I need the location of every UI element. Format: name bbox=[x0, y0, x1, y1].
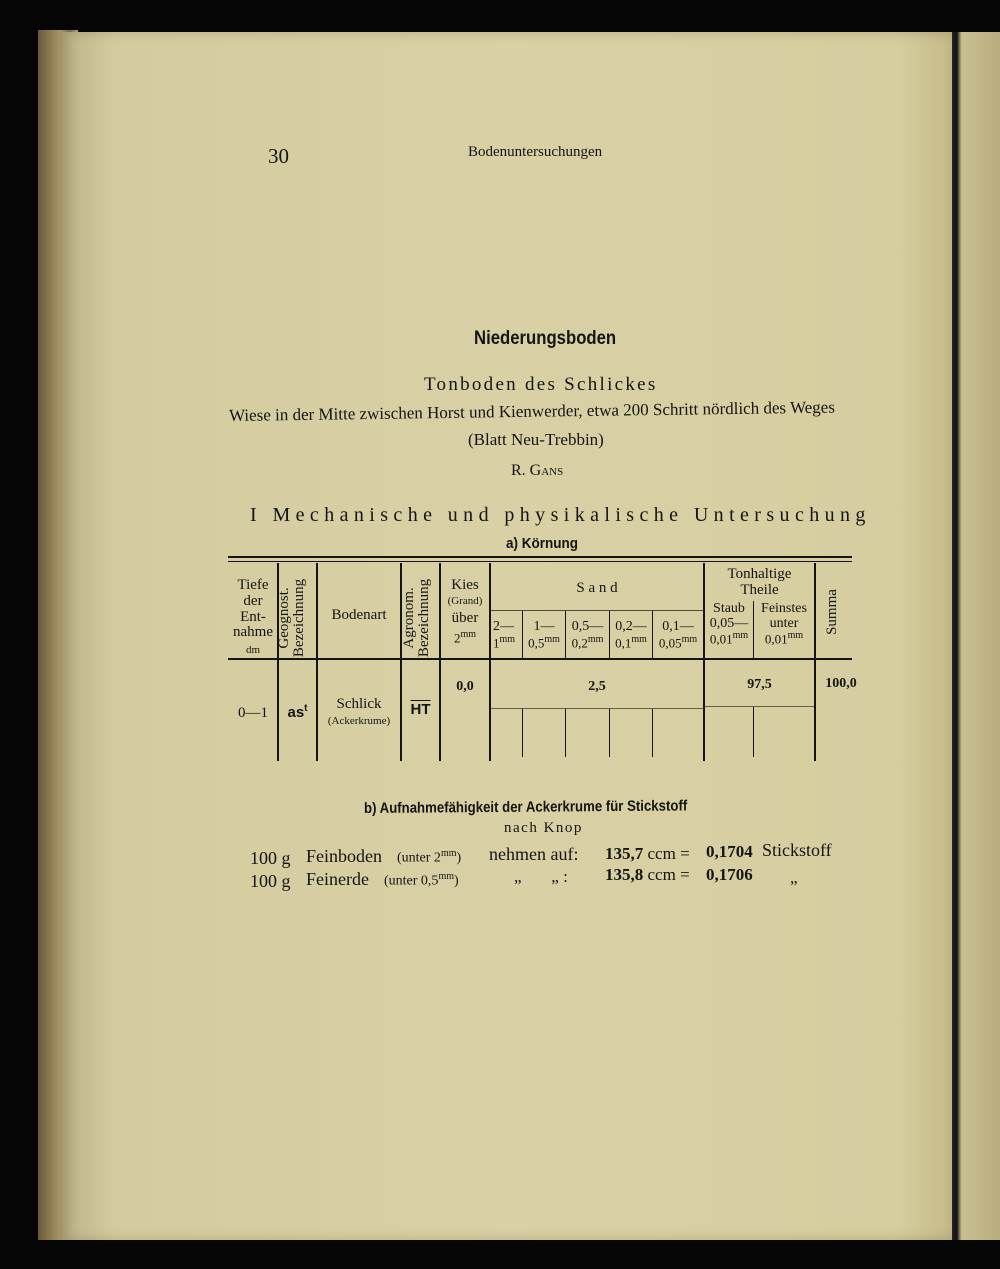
header-summa: Summa bbox=[824, 589, 840, 635]
header-tonhaltige: Tonhaltige Theile bbox=[727, 566, 792, 598]
section-title: Niederungsboden bbox=[474, 328, 617, 349]
sand-col-3: 0,5— $0,2^{mm}$ bbox=[571, 619, 604, 651]
table-rule-header bbox=[228, 658, 852, 660]
line1-value: 0,1704 bbox=[706, 842, 753, 861]
line2-substance: „ bbox=[790, 868, 798, 887]
section-b-title: b) Aufnahmefähigkeit der Ackerkrume für Stickstoff bbox=[363, 797, 688, 817]
row-agronom: $\overline{HT}$ bbox=[410, 701, 431, 718]
col-sep-7 bbox=[814, 563, 816, 761]
table-rule-top-2 bbox=[228, 561, 852, 562]
header-feinstes: Feinstes unter $0,01^{mm}$ bbox=[761, 601, 807, 647]
location-line-2: (Blatt Neu-Trebbin) bbox=[468, 430, 604, 449]
ton-body-rule bbox=[705, 706, 814, 707]
sand-col-5: 0,1— $0,05^{mm}$ bbox=[658, 619, 698, 651]
header-kies: Kies (Grand) über $2^{mm}$ bbox=[447, 577, 483, 646]
page-number: 30 bbox=[268, 144, 289, 168]
table-title: a) Körnung bbox=[506, 535, 578, 552]
line1-name: Feinboden bbox=[306, 846, 382, 866]
row-tiefe: 0—1 bbox=[238, 705, 268, 721]
row-bodenart: Schlick (Ackerkrume) bbox=[327, 696, 391, 727]
line1-substance: Stickstoff bbox=[762, 840, 832, 860]
line2-cond: (unter $0,5^{mm}$) bbox=[384, 871, 459, 889]
ton-body-sep bbox=[753, 707, 754, 757]
sand-col-2: 1— $0,5^{mm}$ bbox=[528, 619, 560, 651]
sand-col-4: 0,2— $0,1^{mm}$ bbox=[615, 619, 647, 651]
row-geognost: $as^t$ bbox=[287, 703, 308, 721]
line1-amount: 100 g bbox=[250, 848, 291, 868]
header-tiefe: Tiefe der Ent- nahme dm bbox=[228, 578, 278, 657]
subtitle: Tonboden des Schlickes bbox=[424, 374, 658, 395]
line1-verb: nehmen auf: bbox=[489, 844, 579, 864]
row-summa: 100,0 bbox=[825, 676, 857, 691]
part-title: I Mechanische und physikalische Untersuchung bbox=[250, 504, 871, 526]
row-sand: 2,5 bbox=[588, 679, 606, 694]
sand-col-1: 2— $1^{mm}$ bbox=[493, 619, 516, 651]
header-agronom: Agronom. Bezeichnung bbox=[401, 578, 432, 658]
sand-body-sep-2 bbox=[565, 709, 566, 757]
table-rule-top bbox=[228, 556, 852, 558]
line2-ccm: 135,8 ccm = bbox=[605, 865, 690, 884]
header-tiefe-unit: dm bbox=[245, 644, 261, 656]
row-ton: 97,5 bbox=[747, 677, 772, 692]
section-b-subtitle: nach Knop bbox=[504, 820, 583, 836]
sand-body-sep-4 bbox=[652, 709, 653, 757]
header-sand: S a n d bbox=[576, 580, 618, 596]
line2-value: 0,1706 bbox=[706, 865, 753, 884]
header-bodenart: Bodenart bbox=[331, 607, 387, 623]
location-line-1: Wiese in der Mitte zwischen Horst und Kienwerder, etwa 200 Schritt nördlich des Weges bbox=[228, 397, 836, 425]
line2-name: Feinerde bbox=[306, 869, 369, 889]
line1-cond: (unter $2^{mm}$) bbox=[397, 848, 462, 866]
line2-amount: 100 g bbox=[250, 871, 291, 891]
sand-body-sep-1 bbox=[522, 709, 523, 757]
line1-ccm: 135,7 ccm = bbox=[605, 844, 690, 863]
author: R. Gans bbox=[511, 462, 564, 479]
header-staub: Staub 0,05— $0,01^{mm}$ bbox=[709, 601, 749, 647]
header-geognost: Geognost. Bezeichnung bbox=[276, 578, 307, 658]
book-right-edge bbox=[952, 32, 1000, 1240]
running-head: Bodenuntersuchungen bbox=[468, 144, 603, 160]
row-kies: 0,0 bbox=[456, 679, 474, 694]
sand-body-sep-3 bbox=[609, 709, 610, 757]
line2-verb: „ „ : bbox=[514, 867, 568, 886]
col-sep-2 bbox=[316, 563, 318, 761]
